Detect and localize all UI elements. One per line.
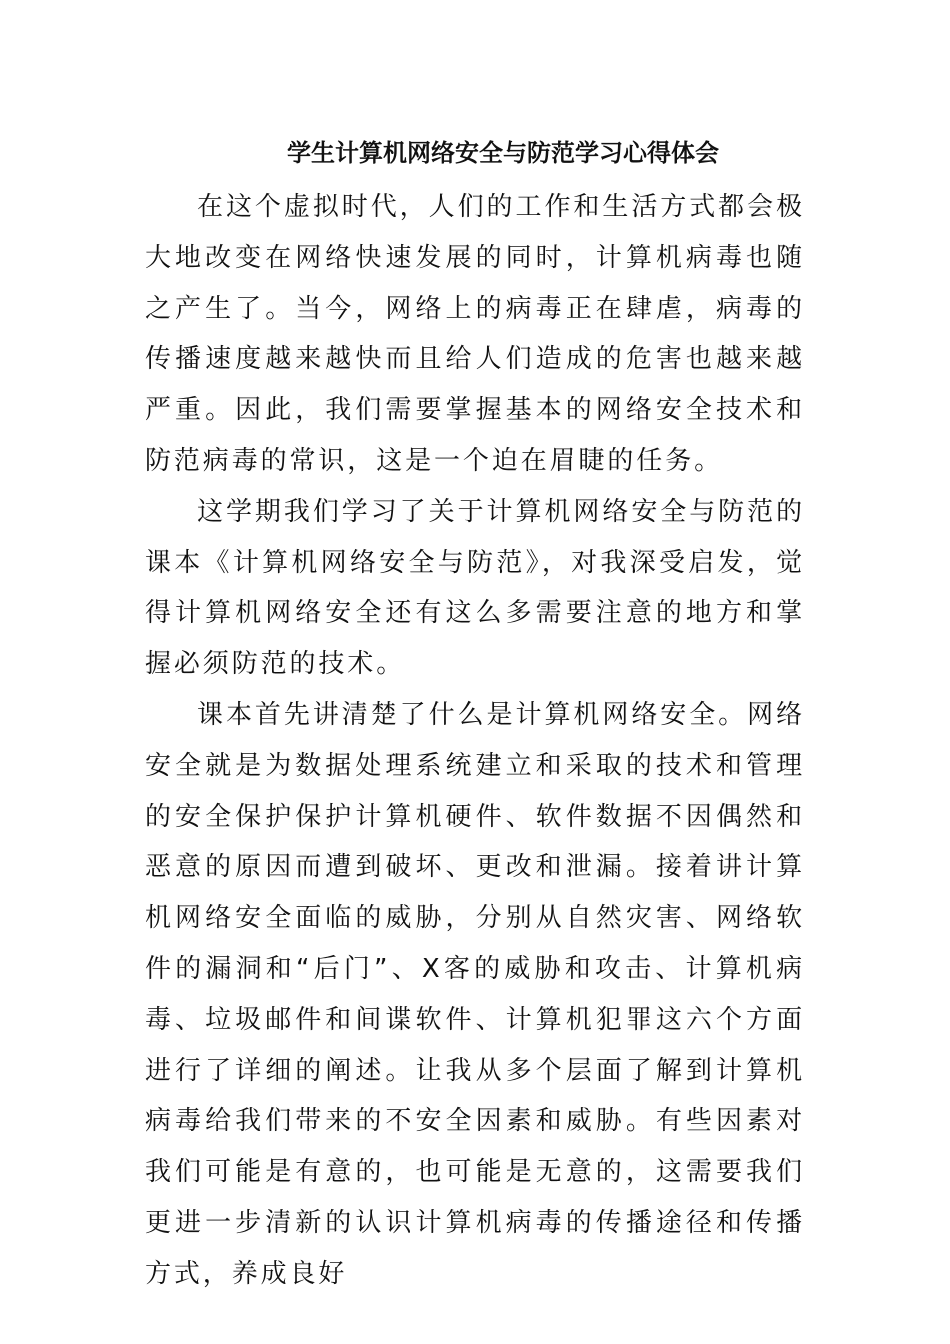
paragraph-definition: 课本首先讲清楚了什么是计算机网络安全。网络安全就是为数据处理系统建立和采取的技术和管理的安全保护保护计算机硬件、软件数据不因偶然和恶意的原因而遭到破坏、更改和泄漏。接着讲计算机网络安全面临的威胁，分别从自然灾害、网络软件的漏洞和“后门”、X客的威胁和攻击、计算机病毒、垃圾邮件和间谍软件、计算机犯罪这六个方面进行了详细的阐述。让我从多个层面了解到计算机病毒给我们带来的不安全因素和威胁。有些因素对我们可能是有意的，也可能是无意的，这需要我们更进一步清新的认识计算机病毒的传播途径和传播方式，养成良好 — [145, 699, 805, 1289]
paragraph-textbook: 这学期我们学习了关于计算机网络安全与防范的课本《计算机网络安全与防范》，对我深受启发，觉得计算机网络安全还有这么多需要注意的地方和掌握必须防范的技术。 — [145, 496, 805, 680]
document-title: 学生计算机网络安全与防范学习心得体会 — [287, 138, 719, 167]
paragraph-intro: 在这个虚拟时代，人们的工作和生活方式都会极大地改变在网络快速发展的同时，计算机病毒也随之产生了。当今，网络上的病毒正在肆虐，病毒的传播速度越来越快而且给人们造成的危害也越来越严重。因此，我们需要掌握基本的网络安全技术和防范病毒的常识，这是一个迫在眉睫的任务。 — [145, 192, 805, 476]
document-body — [145, 182, 805, 1300]
